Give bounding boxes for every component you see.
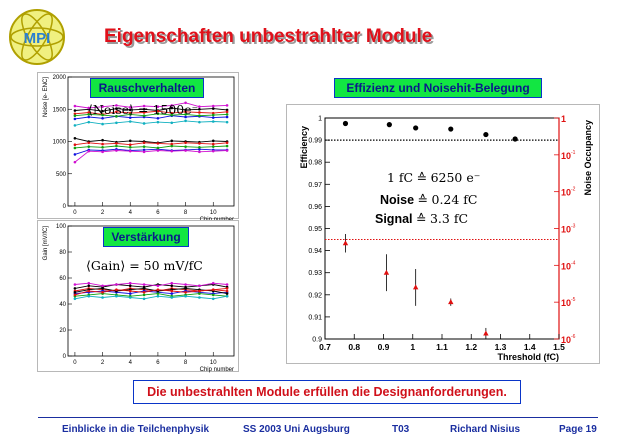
noise-data-point	[143, 151, 146, 154]
gain-data-point	[87, 295, 90, 298]
gain-data-point	[143, 294, 146, 297]
gain-data-point	[143, 298, 146, 301]
gain-data-point	[198, 292, 201, 295]
gain-data-point	[143, 291, 146, 294]
noise-data-point	[157, 121, 160, 124]
efficiency-y-tick-label: 0.9	[312, 336, 322, 344]
efficiency-y-tick-label: 0.94	[308, 248, 322, 256]
efficiency-y-tick-label: 0.97	[308, 181, 322, 189]
equiv-symbol: ≙	[416, 211, 427, 226]
gain-x-tick-label: 10	[209, 360, 217, 366]
footer-course: Einblicke in die Teilchenphysik	[62, 424, 210, 435]
gain-series-line	[75, 294, 227, 297]
noise-data-point	[212, 145, 215, 148]
noise-data-point	[157, 142, 160, 145]
efficiency-y-tick-label: 0.91	[308, 314, 322, 322]
noise-data-point	[115, 145, 118, 148]
noise-formula: ⟨Noise⟩ = 1500e⁻	[88, 102, 199, 117]
occupancy-y-tick-label: 10	[561, 150, 572, 161]
noise-data-point	[115, 121, 118, 124]
gain-data-point	[184, 287, 187, 290]
gain-data-point	[184, 295, 187, 298]
occupancy-y-tick-exponent: -2	[571, 186, 576, 193]
noise-data-point	[184, 149, 187, 152]
threshold-x-tick-label: 1.5	[553, 342, 565, 352]
noise-data-point	[74, 109, 77, 112]
gain-x-axis-title: Chip number	[199, 367, 234, 373]
equiv-symbol: ≙	[417, 192, 429, 207]
noise-data-point	[101, 146, 104, 149]
noise-data-point	[170, 121, 173, 124]
noise-data-point	[74, 153, 77, 156]
gain-data-point	[74, 287, 77, 290]
noise-data-point	[170, 140, 173, 143]
noise-data-point	[115, 149, 118, 152]
noise-series-line	[75, 146, 227, 148]
gain-data-point	[226, 292, 229, 295]
efficiency-y-tick-label: 0.99	[308, 137, 322, 145]
efficiency-y-tick-label: 0.98	[308, 159, 322, 167]
efficiency-point	[387, 122, 392, 127]
noise-data-point	[74, 124, 77, 127]
gain-data-point	[129, 290, 132, 293]
noise-data-point	[129, 150, 132, 153]
gain-data-point	[101, 291, 104, 294]
noise-data-point	[198, 114, 201, 117]
threshold-x-axis-title: Threshold (fC)	[497, 352, 559, 362]
gain-y-tick-label: 80	[59, 250, 66, 256]
threshold-x-tick-label: 1.1	[436, 342, 448, 352]
footer-page: Page 19	[559, 424, 597, 435]
occupancy-point	[384, 270, 389, 275]
noise-eq-label: Noise	[380, 193, 415, 207]
gain-panel-label: Verstärkung	[103, 227, 189, 247]
threshold-x-tick-label: 1.4	[523, 342, 536, 352]
noise-series-line	[75, 121, 227, 126]
noise-panel-label: Rauschverhalten	[90, 78, 204, 98]
noise-x-tick-label: 6	[156, 210, 160, 216]
signal-eq-value: 3.3 fC	[429, 211, 469, 226]
efficiency-chart	[287, 105, 599, 363]
gain-data-point	[184, 291, 187, 294]
gain-data-point	[226, 283, 229, 286]
gain-data-point	[129, 292, 132, 295]
noise-eq-value: 0.24 fC	[431, 192, 478, 207]
noise-data-point	[87, 145, 90, 148]
threshold-x-tick-label: 0.8	[348, 342, 361, 352]
noise-data-point	[198, 108, 201, 111]
noise-x-tick-label: 4	[128, 210, 132, 216]
noise-data-point	[101, 117, 104, 120]
occupancy-point	[413, 284, 418, 289]
occupancy-y-tick-exponent: -5	[571, 297, 576, 304]
efficiency-y-tick-label: 0.95	[308, 226, 322, 233]
signal-equivalence	[375, 211, 468, 226]
efficiency-y-tick-label: 1	[318, 115, 322, 123]
gain-data-point	[74, 294, 77, 297]
threshold-x-tick-label: 0.9	[377, 342, 390, 352]
gain-data-point	[74, 283, 77, 286]
noise-data-point	[198, 146, 201, 149]
occupancy-y-axis-title: Noise Occupancy	[583, 120, 593, 196]
efficiency-y-tick-label: 0.96	[308, 203, 322, 211]
gain-data-point	[226, 287, 229, 290]
occupancy-y-tick-exponent: -3	[571, 223, 576, 230]
noise-data-point	[184, 145, 187, 148]
noise-data-point	[212, 105, 215, 108]
gain-data-point	[101, 296, 104, 299]
noise-data-point	[198, 121, 201, 124]
gain-data-point	[129, 282, 132, 285]
noise-y-tick-label: 1000	[52, 139, 66, 146]
efficiency-point	[513, 136, 518, 141]
footer-code: T03	[392, 424, 410, 435]
noise-data-point	[212, 120, 215, 123]
efficiency-y-tick-label: 0.93	[308, 270, 322, 278]
footer-semester: SS 2003 Uni Augsburg	[243, 424, 350, 435]
gain-data-point	[198, 285, 201, 288]
threshold-x-tick-label: 0.7	[319, 342, 331, 352]
noise-data-point	[226, 121, 229, 124]
gain-data-point	[143, 283, 146, 286]
equiv-symbol: ≙	[416, 170, 428, 185]
gain-data-point	[212, 294, 215, 297]
noise-data-point	[74, 161, 77, 164]
noise-data-point	[74, 137, 77, 140]
noise-data-point	[184, 141, 187, 144]
noise-x-tick-label: 10	[209, 210, 217, 216]
noise-data-point	[87, 121, 90, 124]
gain-data-point	[184, 283, 187, 286]
gain-data-point	[170, 290, 173, 293]
gain-data-point	[226, 290, 229, 293]
occupancy-y-tick-exponent: -6	[571, 334, 576, 340]
gain-data-point	[115, 295, 118, 298]
slide-title: Eigenschaften unbestrahlter Module	[104, 26, 433, 47]
gain-x-tick-label: 8	[183, 360, 188, 366]
noise-data-point	[198, 151, 201, 154]
gain-data-point	[74, 291, 77, 294]
noise-data-point	[212, 143, 215, 146]
gain-formula: ⟨Gain⟩ = 50 mV/fC	[86, 258, 203, 273]
gain-data-point	[129, 296, 132, 299]
noise-data-point	[129, 120, 132, 123]
occupancy-point	[483, 330, 488, 335]
efficiency-point	[413, 125, 418, 130]
charge-rhs: 6250 e⁻	[430, 170, 481, 185]
gain-series-line	[75, 296, 227, 299]
efficiency-point	[343, 121, 348, 126]
gain-data-point	[101, 287, 104, 290]
gain-data-point	[170, 282, 173, 285]
noise-series-line	[75, 151, 227, 163]
noise-data-point	[157, 149, 160, 152]
threshold-x-tick-label: 1.2	[465, 342, 478, 352]
noise-data-point	[170, 150, 173, 153]
noise-data-point	[74, 143, 77, 146]
charge-lhs: 1 fC	[387, 170, 414, 185]
signal-eq-label: Signal	[375, 212, 413, 226]
gain-data-point	[129, 285, 132, 288]
occupancy-y-tick-exponent: -1	[571, 149, 576, 156]
noise-data-point	[157, 147, 160, 150]
gain-y-axis-title: Gain [mV/fC]	[43, 226, 49, 261]
gain-x-tick-label: 4	[128, 360, 132, 366]
mpi-logo	[6, 6, 68, 68]
occupancy-point	[448, 299, 453, 304]
noise-data-point	[170, 145, 173, 148]
gain-y-tick-label: 100	[55, 224, 66, 230]
noise-data-point	[87, 141, 90, 144]
noise-data-point	[101, 139, 104, 142]
noise-y-tick-label: 1500	[52, 107, 66, 114]
noise-series-line	[75, 138, 227, 143]
footer-rule	[38, 417, 598, 418]
noise-x-tick-label: 0	[73, 210, 77, 216]
gain-x-tick-label: 0	[73, 360, 77, 366]
noise-data-point	[226, 113, 229, 116]
efficiency-panel	[286, 104, 600, 364]
noise-data-point	[115, 142, 118, 145]
gain-data-point	[115, 288, 118, 291]
noise-x-tick-label: 8	[183, 210, 188, 216]
noise-data-point	[226, 104, 229, 107]
gain-data-point	[212, 288, 215, 291]
noise-data-point	[212, 116, 215, 119]
noise-data-point	[129, 146, 132, 149]
occupancy-y-tick-label: 10	[561, 335, 572, 345]
efficiency-point	[448, 126, 453, 131]
occupancy-y-tick-label: 10	[561, 261, 572, 272]
conclusion-box: Die unbestrahlten Module erfüllen die Designanforderungen.	[133, 380, 521, 404]
gain-y-tick-label: 20	[59, 328, 66, 334]
gain-data-point	[212, 298, 215, 301]
noise-data-point	[74, 105, 77, 108]
gain-data-point	[198, 290, 201, 293]
noise-y-axis-title: Noise [e- ENC]	[43, 77, 49, 118]
gain-data-point	[226, 295, 229, 298]
noise-data-point	[198, 111, 201, 114]
noise-data-point	[226, 116, 229, 119]
noise-data-point	[212, 114, 215, 117]
charge-equivalence	[387, 170, 480, 185]
logo-text: MPI	[23, 30, 51, 47]
noise-data-point	[212, 140, 215, 143]
gain-data-point	[157, 295, 160, 298]
noise-data-point	[212, 107, 215, 110]
noise-x-tick-label: 2	[100, 210, 105, 216]
noise-y-tick-label: 500	[55, 171, 66, 178]
noise-data-point	[101, 143, 104, 146]
noise-data-point	[157, 117, 160, 120]
gain-data-point	[170, 292, 173, 295]
gain-data-point	[115, 283, 118, 286]
noise-data-point	[198, 142, 201, 145]
gain-y-tick-label: 40	[59, 302, 66, 308]
efficiency-plot-frame	[325, 118, 559, 339]
gain-data-point	[74, 298, 77, 301]
gain-data-point	[87, 282, 90, 285]
occupancy-y-tick-exponent: -4	[571, 260, 576, 267]
occupancy-y-tick-label: 10	[561, 187, 572, 198]
noise-y-tick-label: 0	[62, 204, 66, 210]
noise-data-point	[129, 140, 132, 143]
occupancy-y-tick-label: 10	[561, 224, 572, 235]
noise-y-tick-label: 2000	[52, 75, 66, 81]
noise-data-point	[101, 151, 104, 154]
noise-data-point	[87, 150, 90, 153]
noise-data-point	[143, 141, 146, 144]
noise-data-point	[74, 114, 77, 117]
threshold-x-tick-label: 1	[410, 342, 416, 352]
footer-author: Richard Nisius	[450, 424, 521, 435]
noise-data-point	[226, 141, 229, 144]
efficiency-panel-label: Effizienz und Noisehit-Belegung	[334, 78, 542, 98]
gain-x-tick-label: 2	[100, 360, 105, 366]
occupancy-point	[343, 240, 348, 245]
gain-data-point	[198, 296, 201, 299]
occupancy-y-tick-label: 1	[561, 114, 567, 124]
noise-series-line	[75, 143, 227, 145]
gain-data-point	[170, 296, 173, 299]
occupancy-y-tick-label: 10	[561, 298, 572, 309]
noise-data-point	[226, 145, 229, 148]
noise-data-point	[143, 145, 146, 148]
noise-data-point	[226, 149, 229, 152]
gain-data-point	[143, 287, 146, 290]
gain-data-point	[87, 285, 90, 288]
gain-data-point	[101, 285, 104, 288]
noise-data-point	[129, 143, 132, 146]
gain-data-point	[157, 288, 160, 291]
threshold-x-tick-label: 1.3	[494, 342, 507, 352]
noise-equivalence	[380, 192, 478, 207]
efficiency-y-axis-title: Efficiency	[299, 126, 309, 169]
gain-y-tick-label: 0	[62, 354, 66, 360]
gain-data-point	[170, 285, 173, 288]
noise-data-point	[212, 150, 215, 153]
gain-y-tick-label: 60	[59, 276, 66, 282]
noise-data-point	[143, 122, 146, 125]
efficiency-point	[483, 132, 488, 137]
noise-data-point	[184, 120, 187, 123]
noise-data-point	[74, 118, 77, 121]
noise-data-point	[101, 123, 104, 126]
noise-data-point	[198, 105, 201, 108]
gain-data-point	[157, 292, 160, 295]
gain-data-point	[87, 290, 90, 293]
gain-x-tick-label: 6	[156, 360, 160, 366]
efficiency-y-tick-label: 0.92	[308, 292, 322, 300]
gain-data-point	[157, 285, 160, 288]
gain-data-point	[212, 282, 215, 285]
noise-data-point	[74, 147, 77, 150]
noise-data-point	[226, 111, 229, 114]
